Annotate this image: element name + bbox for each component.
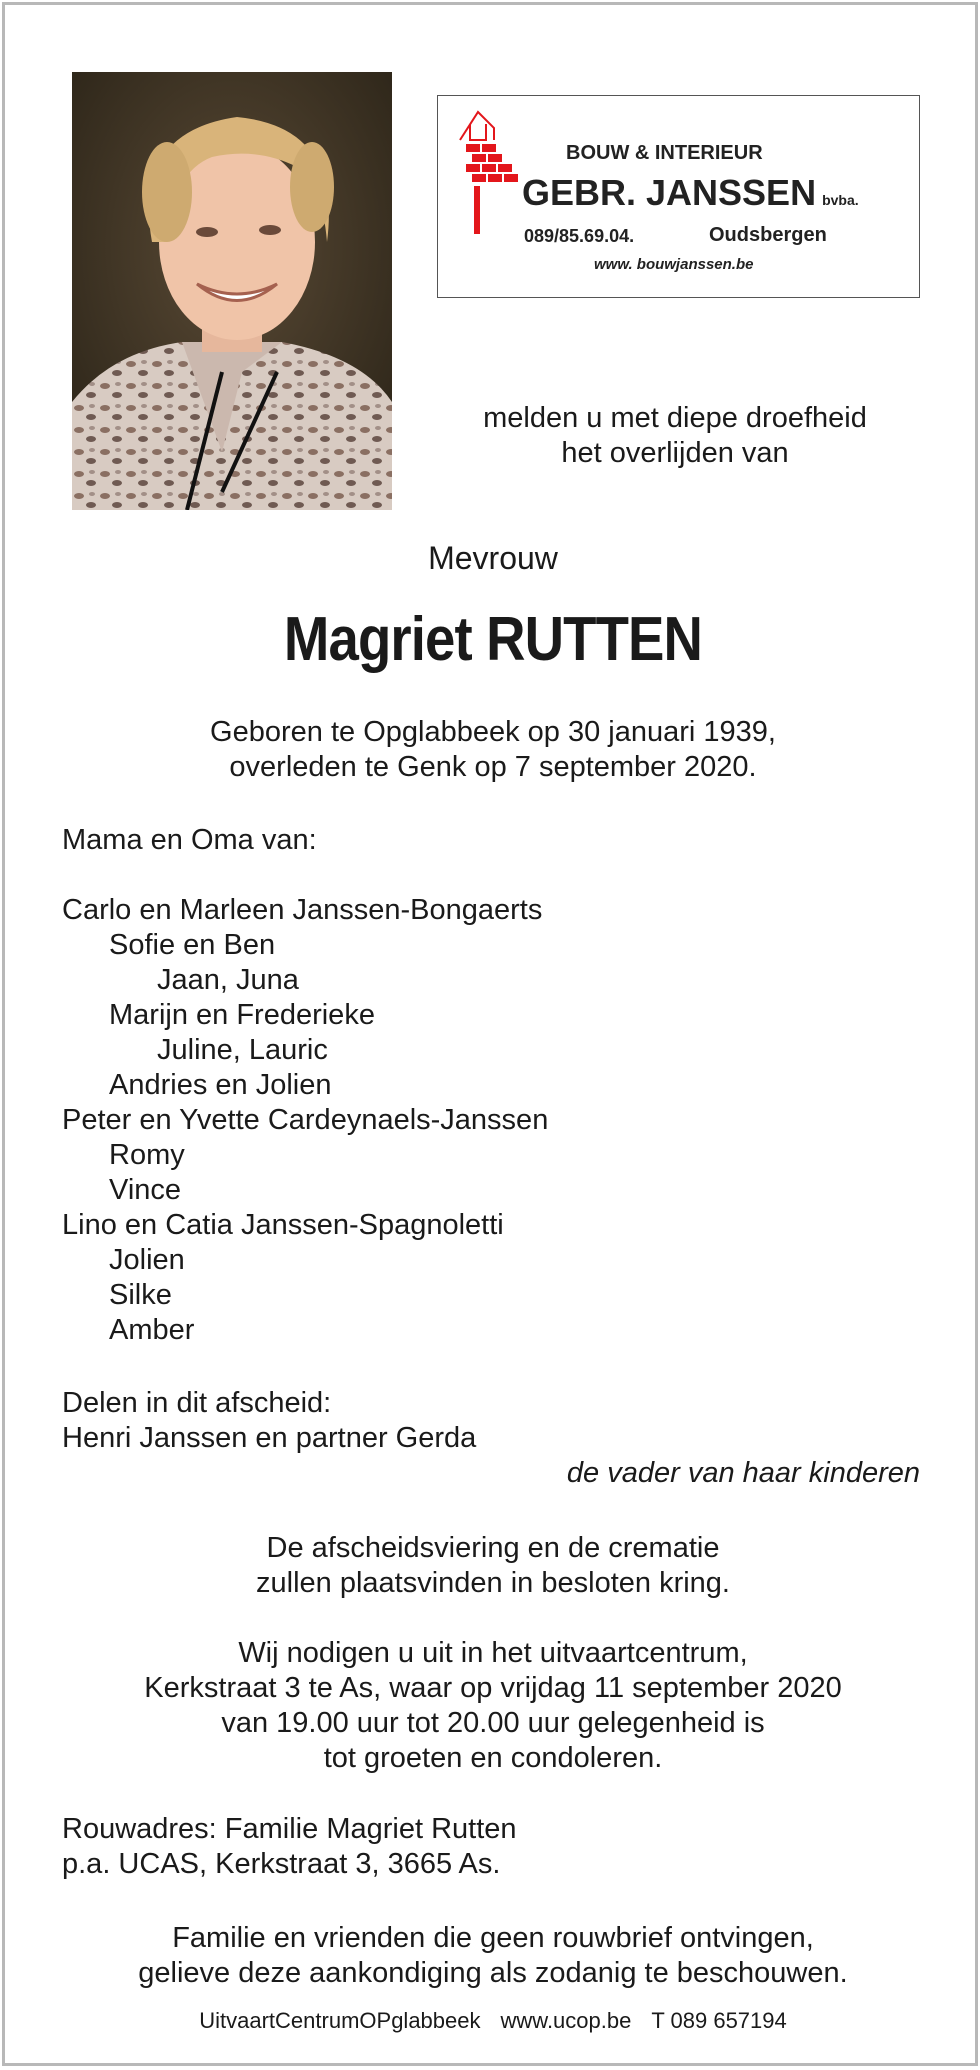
family-member: Jaan, Juna — [157, 964, 299, 996]
share-name: Henri Janssen en partner Gerda — [62, 1422, 477, 1454]
share-note: de vader van haar kinderen — [566, 1457, 920, 1489]
footer-org: UitvaartCentrumOPglabbeek — [199, 2008, 481, 2033]
footer — [5, 2007, 980, 2035]
life-dates — [5, 715, 980, 785]
notice-text: Familie en vrienden die geen rouwbrief ontvingen, gelieve deze aankondiging als zodanig te beschouwen. — [138, 1922, 848, 1989]
family-member: Vince — [109, 1174, 182, 1206]
family-member: Lino en Catia Janssen-Spagnoletti — [62, 1209, 504, 1241]
family-member: Peter en Yvette Cardeynaels-Janssen — [62, 1104, 549, 1136]
portrait-illustration — [72, 72, 392, 510]
logo-city: Oudsbergen — [709, 224, 827, 246]
share-heading: Delen in dit afscheid: — [62, 1387, 332, 1419]
obituary-card — [2, 2, 978, 2066]
share-section — [62, 1386, 476, 1456]
death-line: overleden te Genk op 7 september 2020. — [229, 751, 757, 783]
portrait-photo — [72, 72, 392, 510]
logo-suffix: bvba. — [822, 192, 859, 208]
family-member: Carlo en Marleen Janssen-Bongaerts — [62, 894, 543, 926]
logo-phone: 089/85.69.04. — [524, 226, 635, 246]
mourning-address: Rouwadres: Familie Magriet Rutten p.a. UCAS, Kerkstraat 3, 3665 As. — [62, 1813, 517, 1880]
family-member: Silke — [109, 1279, 172, 1311]
family-member: Andries en Jolien — [109, 1069, 332, 1101]
logo-company-name: GEBR. JANSSEN bvba. — [522, 172, 859, 213]
invitation-text: Wij nodigen u uit in het uitvaartcentrum, Kerkstraat 3 te As, waar op vrijdag 11 september 2020 van 19.00 uur tot 20.00 uur gelegenheid is tot groeten en condoleren. — [144, 1637, 842, 1774]
footer-website[interactable]: www.ucop.be — [500, 2008, 632, 2033]
logo-tagline: BOUW & INTERIEUR — [566, 142, 763, 164]
family-member: Juline, Lauric — [157, 1034, 328, 1066]
family-member: Marijn en Frederieke — [109, 999, 375, 1031]
intro-text: melden u met diepe droefheid het overlijden van — [483, 402, 867, 469]
family-member: Jolien — [109, 1244, 185, 1276]
family-list — [62, 893, 548, 1348]
family-member: Romy — [109, 1139, 185, 1171]
ceremony-text: De afscheidsviering en de crematie zullen plaatsvinden in besloten kring. — [256, 1532, 730, 1599]
family-member: Sofie en Ben — [109, 929, 276, 961]
deceased-name: Magriet RUTTEN — [283, 605, 703, 674]
footer-phone: T 089 657194 — [651, 2008, 787, 2033]
birth-line: Geboren te Opglabbeek op 30 januari 1939, — [210, 716, 776, 748]
salutation: Mevrouw — [428, 540, 558, 576]
building-logo-icon — [458, 110, 528, 240]
family-member: Amber — [109, 1314, 195, 1346]
sponsor-logo — [437, 95, 920, 298]
logo-website: www. bouwjanssen.be — [594, 256, 754, 273]
family-heading: Mama en Oma van: — [62, 824, 317, 856]
